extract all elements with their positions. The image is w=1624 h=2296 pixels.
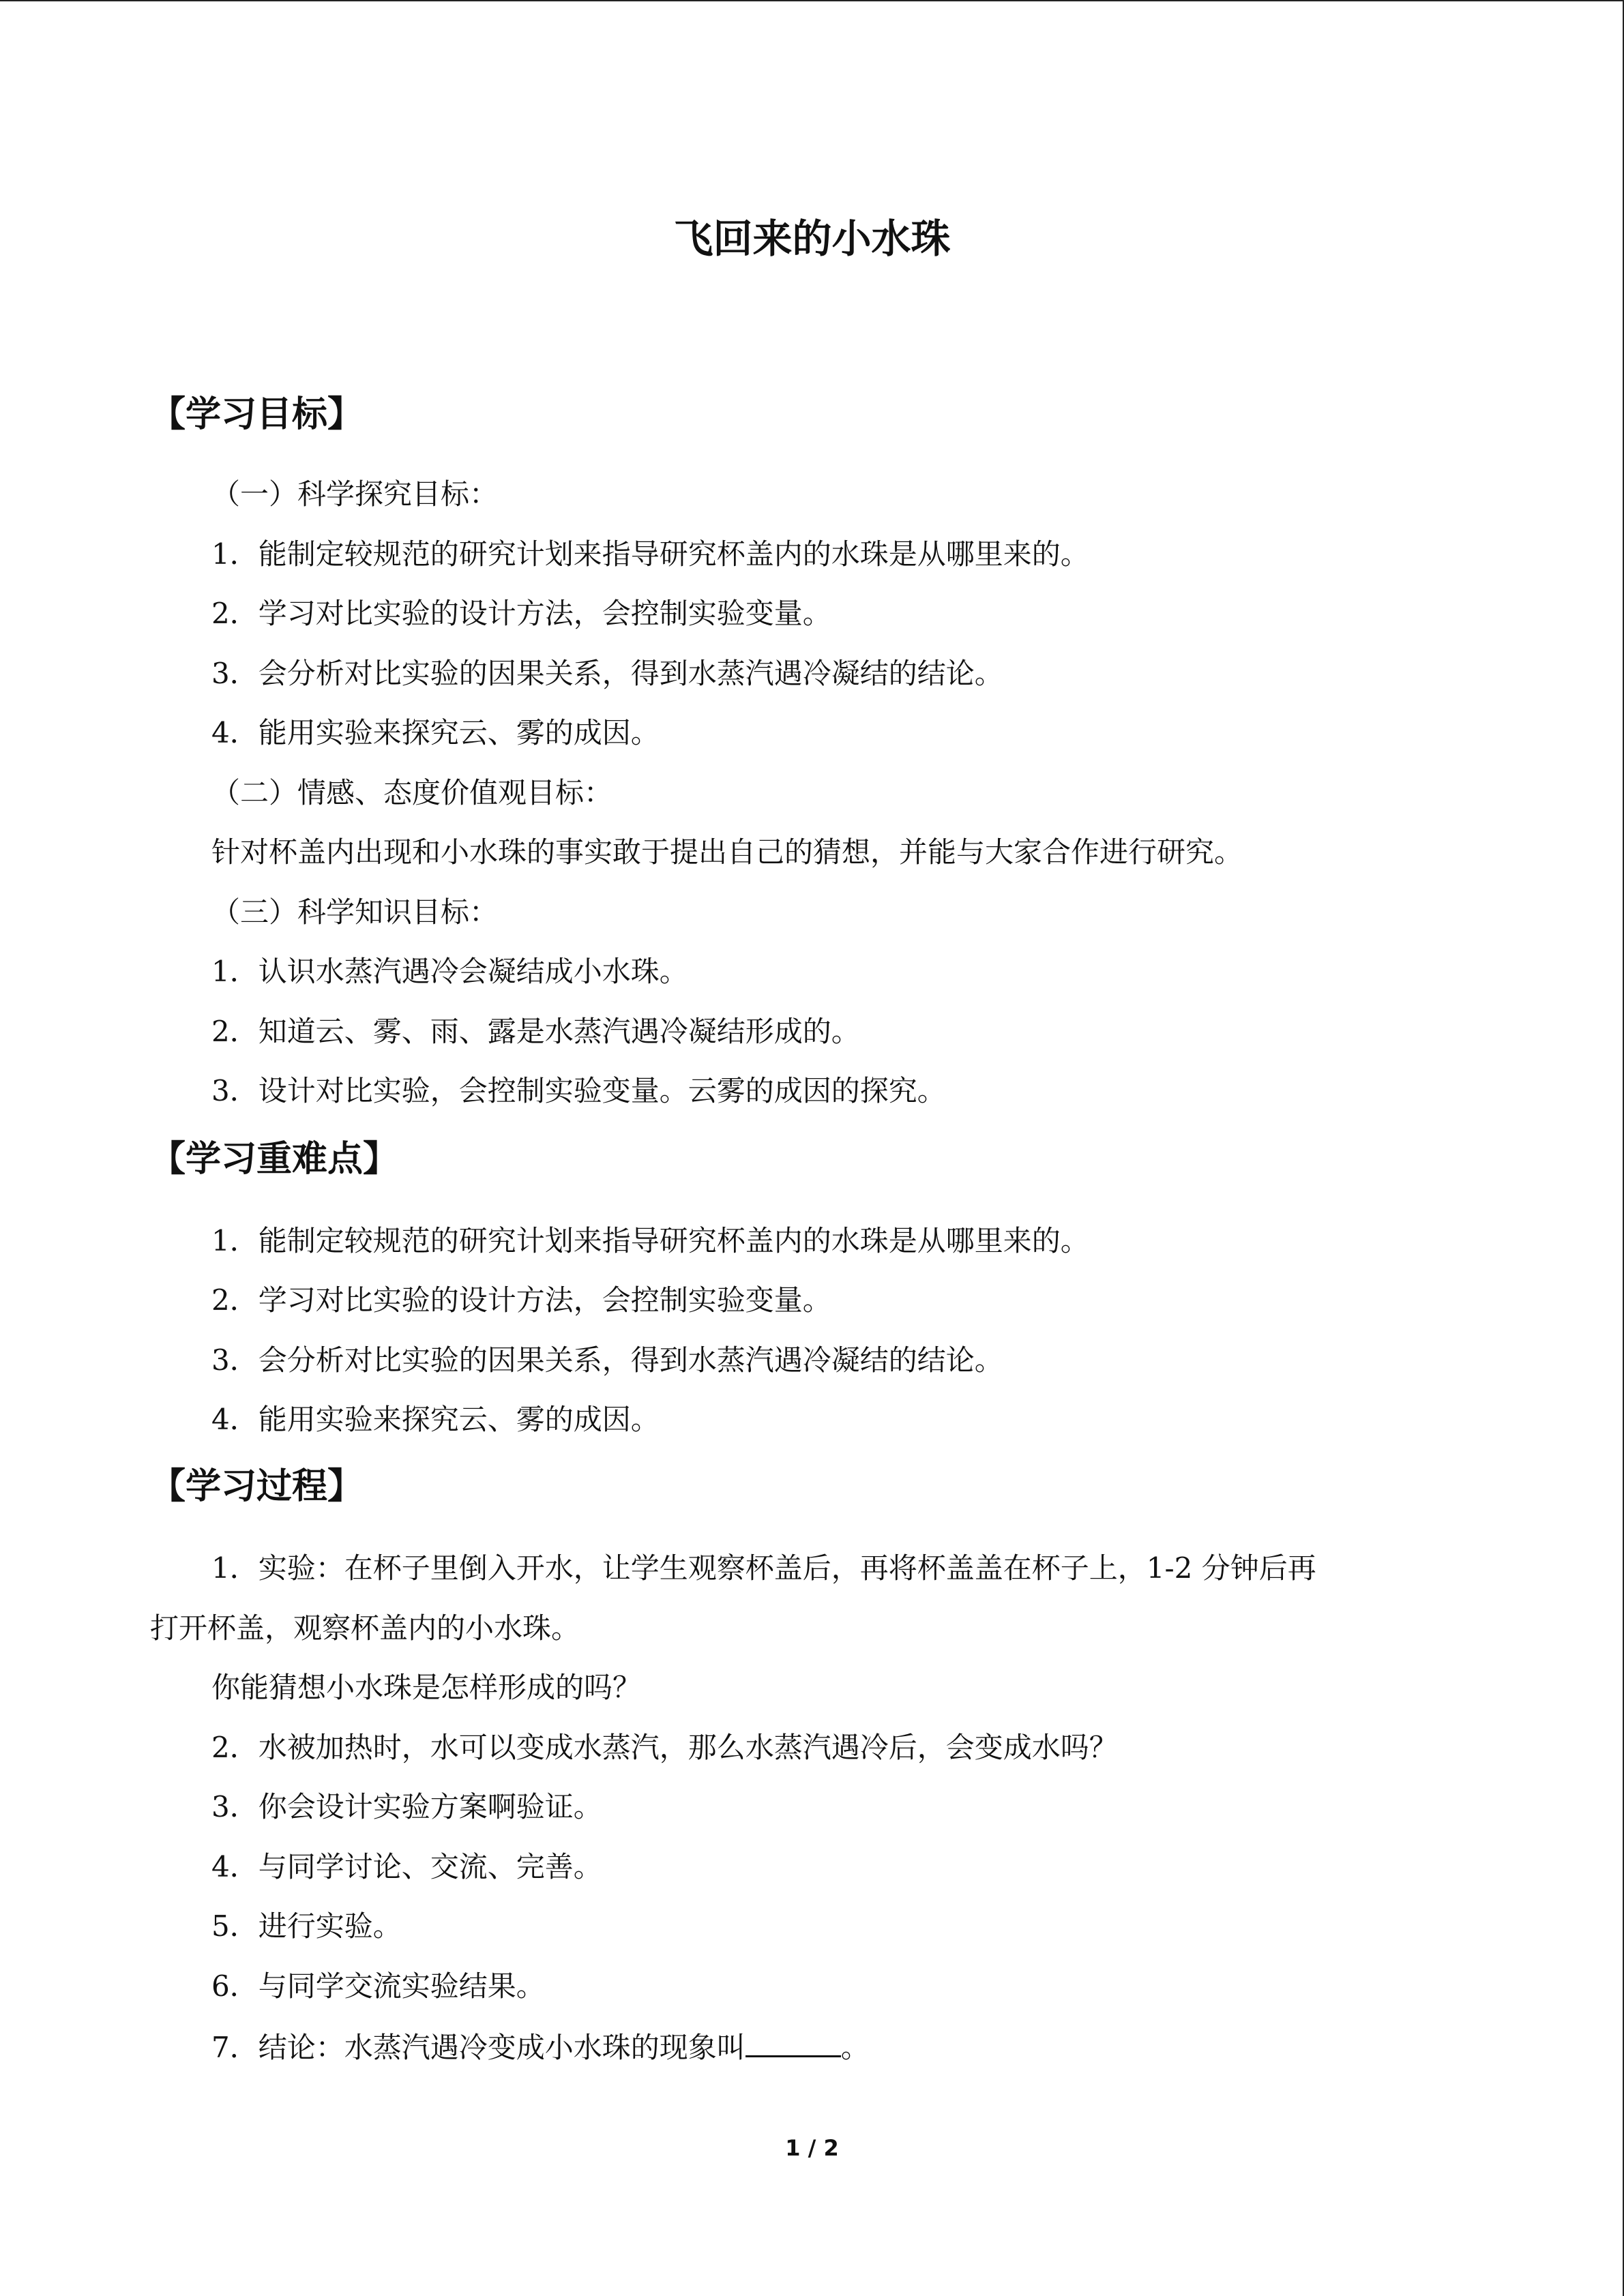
section-heading-key-points: 【学习重难点】 [150, 1139, 399, 1180]
goal-line: 3．设计对比实验，会控制实验变量。云雾的成因的探究。 [211, 1074, 946, 1107]
key-point-line: 4．能用实验来探究云、雾的成因。 [211, 1403, 660, 1436]
process-line: 5．进行实验。 [211, 1909, 402, 1943]
goal-line: 3．会分析对比实验的因果关系，得到水蒸汽遇冷凝结的结论。 [211, 657, 1003, 690]
conclusion-end: 。 [840, 2031, 870, 2064]
process-line: 2．水被加热时，水可以变成水蒸汽，那么水蒸汽遇冷后，会变成水吗？ [211, 1731, 1118, 1764]
section-heading-process: 【学习过程】 [150, 1466, 364, 1507]
process-line: 6．与同学交流实验结果。 [211, 1969, 545, 2003]
goal-line: 2．学习对比实验的设计方法，会控制实验变量。 [211, 597, 831, 630]
process-line: 打开杯盖，观察杯盖内的小水珠。 [150, 1611, 580, 1645]
document-title: 飞回来的小水珠 [673, 215, 951, 262]
process-line: 你能猜想小水珠是怎样形成的吗？ [211, 1671, 642, 1704]
goal-line: （三）科学知识目标： [211, 895, 499, 929]
goal-line: （二）情感、态度价值观目标： [211, 776, 613, 809]
key-point-line: 2．学习对比实验的设计方法，会控制实验变量。 [211, 1283, 831, 1317]
conclusion-text: 7．结论：水蒸汽遇冷变成小水珠的现象叫 [211, 2031, 745, 2064]
goal-line: 2．知道云、雾、雨、露是水蒸汽遇冷凝结形成的。 [211, 1015, 860, 1048]
goal-line: 针对杯盖内出现和小水珠的事实敢于提出自己的猜想，并能与大家合作进行研究。 [211, 835, 1243, 869]
goal-line: 1．能制定较规范的研究计划来指导研究杯盖内的水珠是从哪里来的。 [211, 537, 1089, 571]
goal-line: （一）科学探究目标： [211, 477, 499, 511]
page-number: 1 / 2 [785, 2135, 839, 2161]
key-point-line: 1．能制定较规范的研究计划来指导研究杯盖内的水珠是从哪里来的。 [211, 1224, 1089, 1257]
fill-in-blank[interactable] [745, 2025, 841, 2057]
process-line: 4．与同学讨论、交流、完善。 [211, 1850, 602, 1883]
process-line: 1．实验：在杯子里倒入开水，让学生观察杯盖后，再将杯盖盖在杯子上，1-2 分钟后再 [211, 1551, 1316, 1585]
key-point-line: 3．会分析对比实验的因果关系，得到水蒸汽遇冷凝结的结论。 [211, 1343, 1003, 1377]
goal-line: 4．能用实验来探究云、雾的成因。 [211, 716, 660, 749]
section-heading-goals: 【学习目标】 [150, 394, 364, 435]
conclusion-line [211, 2025, 870, 2068]
process-line: 3．你会设计实验方案啊验证。 [211, 1790, 602, 1823]
goal-line: 1．认识水蒸汽遇冷会凝结成小水珠。 [211, 955, 688, 988]
